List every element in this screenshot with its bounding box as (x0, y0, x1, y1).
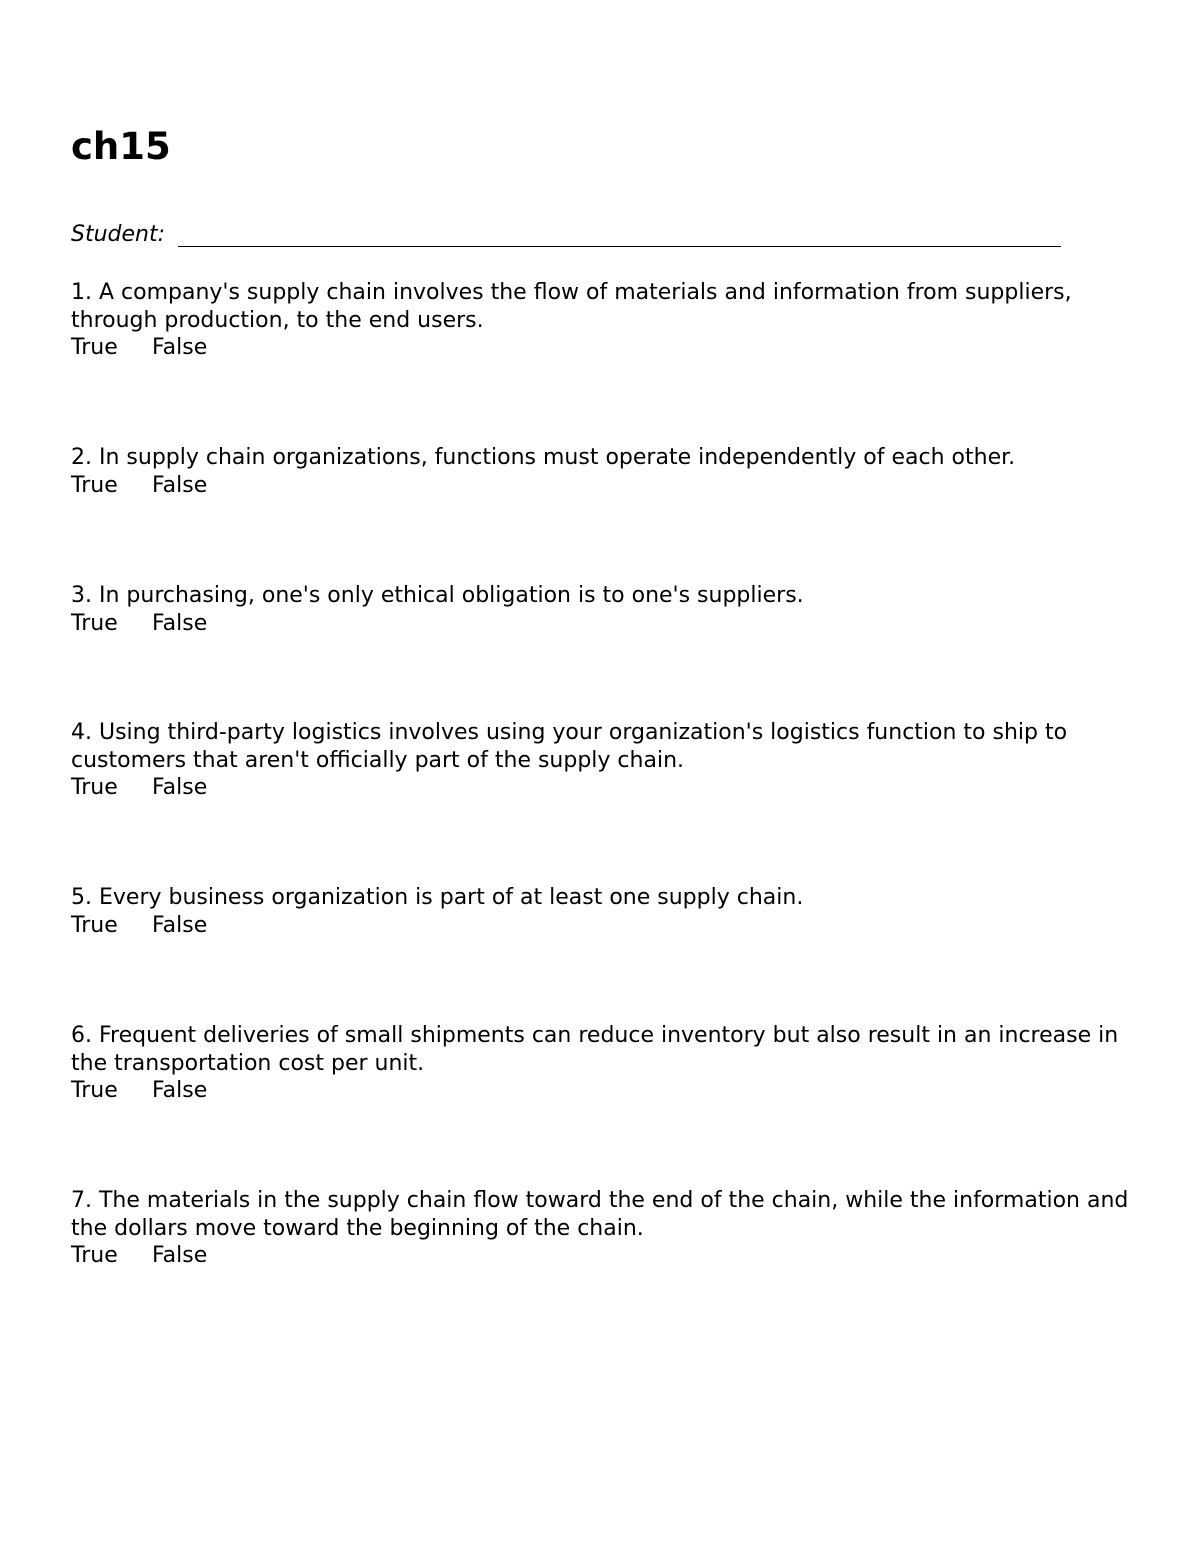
false-option[interactable]: False (152, 912, 208, 938)
false-option[interactable]: False (152, 1078, 208, 1103)
question-text: 6. Frequent deliveries of small shipments can reduce inventory but also result in an increase in the transportation cost per unit. (71, 1023, 1119, 1076)
true-option[interactable]: True (71, 472, 118, 498)
question-4 (71, 719, 1131, 802)
true-option[interactable]: True (71, 610, 118, 636)
question-7 (71, 1187, 1131, 1270)
answer-options (71, 774, 1131, 802)
false-option[interactable]: False (152, 472, 208, 498)
false-option[interactable]: False (152, 610, 208, 636)
question-3 (71, 582, 1131, 637)
answer-options (71, 610, 1131, 638)
false-option[interactable]: False (152, 775, 208, 800)
true-option[interactable]: True (71, 775, 118, 800)
question-text: 3. In purchasing, one's only ethical obligation is to one's suppliers. (71, 583, 804, 608)
false-option[interactable]: False (152, 335, 208, 360)
true-option[interactable]: True (71, 912, 118, 938)
question-2 (71, 444, 1131, 499)
false-option[interactable]: False (152, 1243, 208, 1268)
answer-options (71, 334, 1131, 362)
question-text: 2. In supply chain organizations, functions must operate independently of each other. (71, 445, 1016, 470)
true-option[interactable]: True (71, 1243, 118, 1268)
true-option[interactable]: True (71, 335, 118, 360)
answer-options (71, 1077, 1131, 1105)
question-text: 5. Every business organization is part of at least one supply chain. (71, 885, 804, 910)
question-1 (71, 279, 1131, 362)
answer-options (71, 1242, 1131, 1270)
student-field (71, 220, 1071, 250)
question-text: 7. The materials in the supply chain flow toward the end of the chain, while the information and the dollars move toward the beginning of the chain. (71, 1188, 1129, 1241)
answer-options (71, 912, 1131, 940)
question-6 (71, 1022, 1131, 1105)
question-text: 4. Using third-party logistics involves using your organization's logistics function to ship to customers that aren't officially part of the supply chain. (71, 720, 1068, 773)
student-label: Student: (71, 222, 166, 247)
question-text: 1. A company's supply chain involves the flow of materials and information from suppliers, through production, to the end users. (71, 280, 1072, 333)
true-option[interactable]: True (71, 1078, 118, 1103)
answer-options (71, 472, 1131, 500)
page-title: ch15 (71, 125, 171, 168)
question-5 (71, 884, 1131, 939)
student-name-line[interactable] (178, 246, 1061, 247)
